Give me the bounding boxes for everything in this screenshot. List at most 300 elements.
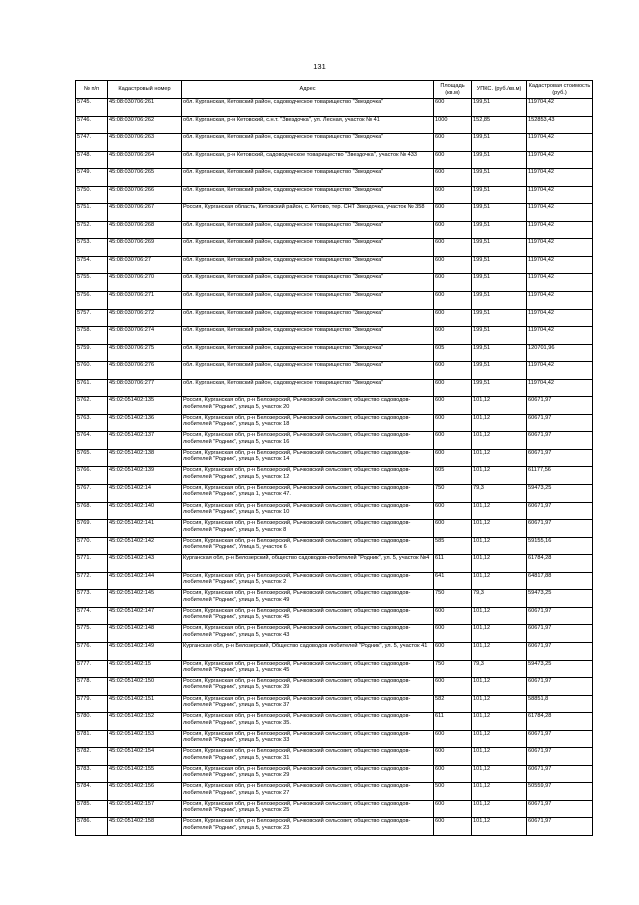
- cell-area: 600: [434, 362, 472, 380]
- table-row: [76, 432, 593, 450]
- cell-row-number: 5753.: [76, 239, 108, 257]
- cell-area: 611: [434, 555, 472, 573]
- table-row: [76, 625, 593, 643]
- cell-area: 600: [434, 239, 472, 257]
- cell-cadastral-number: 45:08:030706:274: [108, 327, 182, 345]
- cell-address: Россия, Курганская обл, р-н Белозерский, Рычковский сельсовет, общество садоводов-любителей "Родник", улица 5, участок 49: [182, 590, 434, 608]
- cell-cadastral-number: 45:02:051402:143: [108, 555, 182, 573]
- table-row: [76, 607, 593, 625]
- cell-upks: 199,51: [472, 186, 527, 204]
- cell-area: 585: [434, 537, 472, 555]
- cell-upks: 101,12: [472, 397, 527, 415]
- table-row: [76, 555, 593, 573]
- cell-upks: 79,3: [472, 590, 527, 608]
- cell-cadastral-number: 45:02:051402:145: [108, 590, 182, 608]
- cell-cadastral-number: 45:08:030706:268: [108, 221, 182, 239]
- cell-upks: 199,51: [472, 309, 527, 327]
- table-row: [76, 748, 593, 766]
- cell-row-number: 5764.: [76, 432, 108, 450]
- cell-cadastral-cost: 60671,97: [527, 730, 593, 748]
- cell-row-number: 5777.: [76, 660, 108, 678]
- cell-cadastral-cost: 60671,97: [527, 414, 593, 432]
- table-row: [76, 99, 593, 117]
- cell-cadastral-cost: 61784,28: [527, 713, 593, 731]
- table-row: [76, 695, 593, 713]
- cell-area: 605: [434, 467, 472, 485]
- cell-area: 1000: [434, 116, 472, 134]
- cell-cadastral-cost: 120701,96: [527, 344, 593, 362]
- table-row: [76, 344, 593, 362]
- cell-row-number: 5773.: [76, 590, 108, 608]
- cell-row-number: 5778.: [76, 678, 108, 696]
- cell-cadastral-cost: 119704,42: [527, 239, 593, 257]
- cell-address: обл. Курганская, Кетовский район, садоводческое товарищество "Звездочка": [182, 327, 434, 345]
- cell-address: Россия, Курганская обл, р-н Белозерский, Рычковский сельсовет, общество садоводов-любителей "Родник", улица 5, участок 43: [182, 625, 434, 643]
- cell-cadastral-number: 45:02:051402:156: [108, 783, 182, 801]
- cell-row-number: 5761.: [76, 379, 108, 397]
- cell-cadastral-cost: 119704,42: [527, 151, 593, 169]
- cell-area: 600: [434, 292, 472, 310]
- cell-upks: 199,51: [472, 344, 527, 362]
- cell-row-number: 5755.: [76, 274, 108, 292]
- cell-cadastral-cost: 119704,42: [527, 169, 593, 187]
- cell-area: 600: [434, 748, 472, 766]
- cell-cadastral-cost: 119704,42: [527, 134, 593, 152]
- cell-area: 600: [434, 327, 472, 345]
- table-row: [76, 467, 593, 485]
- cell-row-number: 5749.: [76, 169, 108, 187]
- cell-row-number: 5785.: [76, 800, 108, 818]
- table-row: [76, 274, 593, 292]
- cell-cadastral-cost: 60671,97: [527, 449, 593, 467]
- cell-row-number: 5756.: [76, 292, 108, 310]
- cell-cadastral-cost: 119704,42: [527, 204, 593, 222]
- table-row: [76, 397, 593, 415]
- cell-row-number: 5746.: [76, 116, 108, 134]
- cell-cadastral-number: 45:02:051402:157: [108, 800, 182, 818]
- cell-cadastral-number: 45:08:030706:267: [108, 204, 182, 222]
- cell-upks: 101,12: [472, 467, 527, 485]
- cell-upks: 199,51: [472, 169, 527, 187]
- cell-upks: 101,12: [472, 730, 527, 748]
- cell-cadastral-number: 45:08:030706:275: [108, 344, 182, 362]
- cell-address: Россия, Курганская обл, р-н Белозерский, Рычковский сельсовет, общество садоводов-любителей "Родник", улица 5, участок 12: [182, 467, 434, 485]
- cell-row-number: 5759.: [76, 344, 108, 362]
- table-row: [76, 186, 593, 204]
- cell-area: 641: [434, 572, 472, 590]
- cell-upks: 101,12: [472, 625, 527, 643]
- cell-upks: 79,3: [472, 660, 527, 678]
- cell-address: Россия, Курганская обл, р-н Белозерский, Рычковский сельсовет, общество садоводов-любителей "Родник", улица 1, участок 45: [182, 660, 434, 678]
- cell-area: 600: [434, 99, 472, 117]
- cell-area: 600: [434, 151, 472, 169]
- cell-cadastral-cost: 119704,42: [527, 362, 593, 380]
- table-row: [76, 765, 593, 783]
- cell-cadastral-cost: 50559,97: [527, 783, 593, 801]
- cell-cadastral-cost: 152853,43: [527, 116, 593, 134]
- cell-cadastral-number: 45:02:051402:147: [108, 607, 182, 625]
- table-row: [76, 379, 593, 397]
- cell-row-number: 5783.: [76, 765, 108, 783]
- cell-cadastral-cost: 60671,97: [527, 432, 593, 450]
- cell-area: 600: [434, 397, 472, 415]
- cell-cadastral-cost: 119704,42: [527, 327, 593, 345]
- table-row: [76, 537, 593, 555]
- cell-cadastral-cost: 60671,97: [527, 678, 593, 696]
- cell-upks: 101,12: [472, 537, 527, 555]
- cell-address: обл. Курганская, Кетовский район, садоводческое товарищество "Звездочка": [182, 274, 434, 292]
- cell-cadastral-cost: 119704,42: [527, 274, 593, 292]
- cell-cadastral-number: 45:02:051402:148: [108, 625, 182, 643]
- cell-upks: 152,85: [472, 116, 527, 134]
- cell-cadastral-number: 45:08:030706:261: [108, 99, 182, 117]
- page-number: 131: [313, 62, 326, 71]
- cell-area: 600: [434, 502, 472, 520]
- cell-cadastral-cost: 59473,25: [527, 485, 593, 503]
- cadastral-table: [75, 80, 593, 836]
- cell-row-number: 5782.: [76, 748, 108, 766]
- cell-row-number: 5786.: [76, 818, 108, 836]
- cell-area: 600: [434, 800, 472, 818]
- cell-address: Россия, Курганская обл, р-н Белозерский, Рычковский сельсовет, общество садоводов-любителей "Родник", улица 5, участок 27: [182, 783, 434, 801]
- cell-row-number: 5760.: [76, 362, 108, 380]
- cell-upks: 101,12: [472, 502, 527, 520]
- cell-cadastral-cost: 64817,88: [527, 572, 593, 590]
- table-row: [76, 713, 593, 731]
- cell-cadastral-number: 45:08:030706:271: [108, 292, 182, 310]
- cell-address: Россия, Курганская обл, р-н Белозерский, Рычковский сельсовет, общество садоводов-любителей "Родник", улица 5, участок 31: [182, 748, 434, 766]
- cell-cadastral-cost: 60671,97: [527, 397, 593, 415]
- cell-cadastral-cost: 60671,97: [527, 800, 593, 818]
- cell-area: 600: [434, 134, 472, 152]
- cell-upks: 101,12: [472, 642, 527, 660]
- column-header-address: Адрес: [182, 81, 434, 99]
- cell-row-number: 5770.: [76, 537, 108, 555]
- cell-cadastral-number: 45:02:051402:15: [108, 660, 182, 678]
- cell-address: Россия, Курганская обл, р-н Белозерский, Рычковский сельсовет, общество садоводов-любителей "Родник", улица 5, участок 10: [182, 502, 434, 520]
- cell-address: Россия, Курганская обл, р-н Белозерский, Рычковский сельсовет, общество садоводов-любителей "Родник", улица 5, участок 29: [182, 765, 434, 783]
- cell-upks: 101,12: [472, 432, 527, 450]
- cell-area: 600: [434, 432, 472, 450]
- cell-cadastral-cost: 60671,97: [527, 502, 593, 520]
- cell-upks: 101,12: [472, 607, 527, 625]
- cell-cadastral-number: 45:02:051402:141: [108, 520, 182, 538]
- cell-upks: 101,12: [472, 695, 527, 713]
- cell-cadastral-number: 45:08:030706:265: [108, 169, 182, 187]
- cell-address: обл. Курганская, Кетовский район, садоводческое товарищество "Звездочка": [182, 169, 434, 187]
- cell-area: 600: [434, 678, 472, 696]
- cell-cadastral-number: 45:08:030706:27: [108, 256, 182, 274]
- cell-area: 750: [434, 485, 472, 503]
- cell-address: Россия, Курганская обл, р-н Белозерский, Рычковский сельсовет, общество садоводов-любителей "Родник", улица 5, участок 35.: [182, 713, 434, 731]
- cell-area: 600: [434, 818, 472, 836]
- cell-address: Россия, Курганская обл, р-н Белозерский, Рычковский сельсовет, общество садоводов-любителей "Родник", улица 5, участок 33: [182, 730, 434, 748]
- cell-cadastral-cost: 60671,97: [527, 520, 593, 538]
- cell-cadastral-number: 45:08:030706:270: [108, 274, 182, 292]
- table-row: [76, 730, 593, 748]
- cell-address: обл. Курганская, Кетовский район, садоводческое товарищество "Звездочка": [182, 99, 434, 117]
- cell-row-number: 5757.: [76, 309, 108, 327]
- table-row: [76, 502, 593, 520]
- cell-cadastral-cost: 119704,42: [527, 186, 593, 204]
- cell-cadastral-number: 45:02:051402:154: [108, 748, 182, 766]
- cell-address: Россия, Курганская обл, р-н Белозерский, Рычковский сельсовет, общество садоводов-любителей "Родник", улица 5, участок 37: [182, 695, 434, 713]
- cell-address: Россия, Курганская обл, р-н Белозерский, Рычковский сельсовет, общество садоводов-любителей "Родник", улица 5, участок 39: [182, 678, 434, 696]
- cell-cadastral-number: 45:02:051402:151: [108, 695, 182, 713]
- cell-row-number: 5751.: [76, 204, 108, 222]
- cell-area: 600: [434, 607, 472, 625]
- cell-area: 600: [434, 449, 472, 467]
- cell-area: 600: [434, 414, 472, 432]
- cell-upks: 199,51: [472, 256, 527, 274]
- cell-cadastral-number: 45:02:051402:139: [108, 467, 182, 485]
- cell-cadastral-cost: 59473,25: [527, 590, 593, 608]
- cell-area: 600: [434, 309, 472, 327]
- cell-upks: 101,12: [472, 555, 527, 573]
- table-row: [76, 800, 593, 818]
- cell-cadastral-number: 45:02:051402:152: [108, 713, 182, 731]
- table-row: [76, 362, 593, 380]
- cell-address: Россия, Курганская обл, р-н Белозерский, Рычковский сельсовет, общество садоводов-любителей "Родник", улица 1, участок 47.: [182, 485, 434, 503]
- cell-cadastral-number: 45:02:051402:155: [108, 765, 182, 783]
- cell-row-number: 5758.: [76, 327, 108, 345]
- table-row: [76, 327, 593, 345]
- cell-address: обл. Курганская, Кетовский район, садоводческое товарищество "Звездочка": [182, 379, 434, 397]
- column-header-upks: УПКС. (руб./кв.м): [472, 81, 527, 99]
- cell-cadastral-cost: 119704,42: [527, 221, 593, 239]
- cell-row-number: 5768.: [76, 502, 108, 520]
- cell-row-number: 5772.: [76, 572, 108, 590]
- cell-upks: 101,12: [472, 783, 527, 801]
- table-row: [76, 572, 593, 590]
- cell-cadastral-number: 45:08:030706:266: [108, 186, 182, 204]
- cell-row-number: 5776.: [76, 642, 108, 660]
- cell-address: обл. Курганская, Кетовский район, садоводческое товарищество "Звездочка": [182, 344, 434, 362]
- cell-area: 600: [434, 221, 472, 239]
- table-header-row: [76, 81, 593, 99]
- table-row: [76, 485, 593, 503]
- cell-row-number: 5771.: [76, 555, 108, 573]
- cell-row-number: 5769.: [76, 520, 108, 538]
- cell-upks: 79,3: [472, 485, 527, 503]
- cell-address: Россия, Курганская обл, р-н Белозерский, Рычковский сельсовет, общество садоводов-любителей "Родник", улица 5, участок 8: [182, 520, 434, 538]
- cell-cadastral-cost: 119704,42: [527, 309, 593, 327]
- cell-address: Курганская обл, р-н Белозерский, общество садоводов-любителей "Родник", ул. 5, участок №4: [182, 555, 434, 573]
- cell-row-number: 5766.: [76, 467, 108, 485]
- cell-upks: 101,12: [472, 818, 527, 836]
- cell-cadastral-number: 45:08:030706:276: [108, 362, 182, 380]
- cell-address: Россия, Курганская обл, р-н Белозерский, Рычковский сельсовет, общество садоводов-любителей "Родник", Улица 5, участок 6: [182, 537, 434, 555]
- table-row: [76, 818, 593, 836]
- cell-upks: 199,51: [472, 204, 527, 222]
- column-header-cadastral-number: Кадастровый номер: [108, 81, 182, 99]
- cell-address: обл. Курганская, Кетовский район, садоводческое товарищество "Звездочка": [182, 292, 434, 310]
- cell-address: Россия, Курганская обл, р-н Белозерский, Рычковский сельсовет, общество садоводов-любителей "Родник", улица 5, участок 14: [182, 449, 434, 467]
- cell-upks: 199,51: [472, 151, 527, 169]
- cell-cadastral-number: 45:08:030706:272: [108, 309, 182, 327]
- cell-cadastral-number: 45:02:051402:136: [108, 414, 182, 432]
- table-row: [76, 678, 593, 696]
- cell-address: Россия, Курганская обл, р-н Белозерский, Рычковский сельсовет, общество садоводов-любителей "Родник", улица 5, участок 16: [182, 432, 434, 450]
- table-row: [76, 151, 593, 169]
- cell-address: Россия, Курганская обл, р-н Белозерский, Рычковский сельсовет, общество садоводов-любителей "Родник", улица 5, участок 20: [182, 397, 434, 415]
- cell-upks: 101,12: [472, 572, 527, 590]
- cell-cadastral-number: 45:02:051402:137: [108, 432, 182, 450]
- cell-upks: 199,51: [472, 239, 527, 257]
- cell-address: обл. Курганская, Кетовский район, садоводческое товарищество "Звездочка": [182, 362, 434, 380]
- cell-cadastral-number: 45:02:051402:138: [108, 449, 182, 467]
- table-row: [76, 520, 593, 538]
- cell-cadastral-number: 45:02:051402:149: [108, 642, 182, 660]
- cell-cadastral-cost: 61177,56: [527, 467, 593, 485]
- column-header-area: Площадь (кв.м): [434, 81, 472, 99]
- cell-address: обл. Курганская, Кетовский район, садоводческое товарищество "Звездочка": [182, 186, 434, 204]
- cell-upks: 101,12: [472, 765, 527, 783]
- cell-row-number: 5780.: [76, 713, 108, 731]
- table-row: [76, 239, 593, 257]
- cell-upks: 199,51: [472, 379, 527, 397]
- cell-area: 600: [434, 642, 472, 660]
- cell-cadastral-cost: 59155,16: [527, 537, 593, 555]
- cell-area: 600: [434, 379, 472, 397]
- cell-row-number: 5762.: [76, 397, 108, 415]
- cell-address: Россия, Курганская обл, р-н Белозерский, Рычковский сельсовет, общество садоводов-любителей "Родник", улица 5, участок 18: [182, 414, 434, 432]
- column-header-number: № п/п: [76, 81, 108, 99]
- cell-row-number: 5779.: [76, 695, 108, 713]
- cell-row-number: 5767.: [76, 485, 108, 503]
- cell-address: обл. Курганская, Кетовский район, садоводческое товарищество "Звездочка": [182, 134, 434, 152]
- cell-cadastral-number: 45:02:051402:135: [108, 397, 182, 415]
- cell-upks: 101,12: [472, 748, 527, 766]
- cell-cadastral-number: 45:08:030706:262: [108, 116, 182, 134]
- table-row: [76, 221, 593, 239]
- cell-area: 600: [434, 169, 472, 187]
- cell-area: 582: [434, 695, 472, 713]
- cell-cadastral-cost: 58851,8: [527, 695, 593, 713]
- cell-cadastral-number: 45:08:030706:277: [108, 379, 182, 397]
- cell-area: 600: [434, 765, 472, 783]
- table-body: [76, 99, 593, 836]
- cell-cadastral-cost: 60671,97: [527, 765, 593, 783]
- cell-address: обл. Курганская, Кетовский район, садоводческое товарищество "Звездочка": [182, 221, 434, 239]
- cell-cadastral-cost: 60671,97: [527, 642, 593, 660]
- cell-area: 600: [434, 256, 472, 274]
- cell-address: обл. Курганская, Кетовский район, садоводческое товарищество "Звездочка": [182, 256, 434, 274]
- cell-address: Россия, Курганская область, Кетовский район, с. Кетово, тер. СНТ Звездочка, участок № 358: [182, 204, 434, 222]
- cell-area: 600: [434, 625, 472, 643]
- cell-area: 500: [434, 783, 472, 801]
- cell-upks: 199,51: [472, 327, 527, 345]
- cell-cadastral-cost: 60671,97: [527, 607, 593, 625]
- cell-row-number: 5745.: [76, 99, 108, 117]
- cell-cadastral-number: 45:02:051402:158: [108, 818, 182, 836]
- cell-cadastral-cost: 60671,97: [527, 818, 593, 836]
- cell-cadastral-number: 45:02:051402:14: [108, 485, 182, 503]
- cell-upks: 199,51: [472, 274, 527, 292]
- cell-area: 605: [434, 344, 472, 362]
- cell-upks: 199,51: [472, 292, 527, 310]
- cell-cadastral-number: 45:08:030706:264: [108, 151, 182, 169]
- cell-cadastral-number: 45:08:030706:263: [108, 134, 182, 152]
- column-header-cadastral-cost: Кадастровая стоимость (руб.): [527, 81, 593, 99]
- cell-area: 611: [434, 713, 472, 731]
- table-row: [76, 169, 593, 187]
- table-row: [76, 642, 593, 660]
- cell-upks: 199,51: [472, 362, 527, 380]
- table-row: [76, 660, 593, 678]
- cell-row-number: 5763.: [76, 414, 108, 432]
- cell-cadastral-cost: 61784,28: [527, 555, 593, 573]
- table-row: [76, 116, 593, 134]
- cell-cadastral-cost: 119704,42: [527, 256, 593, 274]
- cell-area: 750: [434, 660, 472, 678]
- cell-upks: 101,12: [472, 414, 527, 432]
- cell-row-number: 5750.: [76, 186, 108, 204]
- cell-upks: 199,51: [472, 99, 527, 117]
- cell-address: Россия, Курганская обл, р-н Белозерский, Рычковский сельсовет, общество садоводов-любителей "Родник", улица 5, участок 25: [182, 800, 434, 818]
- cell-cadastral-cost: 59473,25: [527, 660, 593, 678]
- cell-area: 600: [434, 204, 472, 222]
- table-row: [76, 256, 593, 274]
- cell-row-number: 5765.: [76, 449, 108, 467]
- cell-cadastral-number: 45:02:051402:144: [108, 572, 182, 590]
- cell-address: Курганская обл, р-н Белозерский, Общество садоводов любителей "Родник", ул. 5, участок 41: [182, 642, 434, 660]
- cell-upks: 101,12: [472, 678, 527, 696]
- cell-row-number: 5747.: [76, 134, 108, 152]
- cell-address: Россия, Курганская обл, р-н Белозерский, Рычковский сельсовет, общество садоводов-любителей "Родник", улица 5, участок 2: [182, 572, 434, 590]
- table-row: [76, 309, 593, 327]
- table-row: [76, 292, 593, 310]
- cell-area: 600: [434, 730, 472, 748]
- cell-row-number: 5748.: [76, 151, 108, 169]
- table-row: [76, 204, 593, 222]
- cell-row-number: 5784.: [76, 783, 108, 801]
- cell-address: обл. Курганская, р-н Кетовский, с.н.т. "Звездочка", ул. Лесная, участок № 41: [182, 116, 434, 134]
- table-row: [76, 134, 593, 152]
- cell-cadastral-cost: 60671,97: [527, 748, 593, 766]
- cell-row-number: 5775.: [76, 625, 108, 643]
- cell-cadastral-number: 45:08:030706:269: [108, 239, 182, 257]
- cell-cadastral-number: 45:02:051402:142: [108, 537, 182, 555]
- cell-row-number: 5774.: [76, 607, 108, 625]
- table-row: [76, 590, 593, 608]
- cell-address: обл. Курганская, р-н Кетовский, садоводческое товарищество "Звездочка", участок № 433: [182, 151, 434, 169]
- cell-cadastral-number: 45:02:051402:150: [108, 678, 182, 696]
- cell-cadastral-cost: 60671,97: [527, 625, 593, 643]
- cell-cadastral-cost: 119704,42: [527, 99, 593, 117]
- cell-cadastral-cost: 119704,42: [527, 379, 593, 397]
- cell-upks: 199,51: [472, 134, 527, 152]
- cell-upks: 101,12: [472, 713, 527, 731]
- cell-address: обл. Курганская, Кетовский район, садоводческое товарищество "Звездочка": [182, 309, 434, 327]
- cell-cadastral-cost: 119704,42: [527, 292, 593, 310]
- cell-cadastral-number: 45:02:051402:153: [108, 730, 182, 748]
- cell-address: обл. Курганская, Кетовский район, садоводческое товарищество "Звездочка": [182, 239, 434, 257]
- cell-upks: 101,12: [472, 449, 527, 467]
- cell-area: 600: [434, 520, 472, 538]
- cell-row-number: 5752.: [76, 221, 108, 239]
- cell-row-number: 5754.: [76, 256, 108, 274]
- cell-address: Россия, Курганская обл, р-н Белозерский, Рычковский сельсовет, общество садоводов-любителей "Родник", улица 5, участок 45: [182, 607, 434, 625]
- table-row: [76, 414, 593, 432]
- cell-upks: 101,12: [472, 800, 527, 818]
- cell-upks: 101,12: [472, 520, 527, 538]
- cell-area: 600: [434, 186, 472, 204]
- cell-area: 600: [434, 274, 472, 292]
- cell-cadastral-number: 45:02:051402:140: [108, 502, 182, 520]
- table-row: [76, 449, 593, 467]
- cell-row-number: 5781.: [76, 730, 108, 748]
